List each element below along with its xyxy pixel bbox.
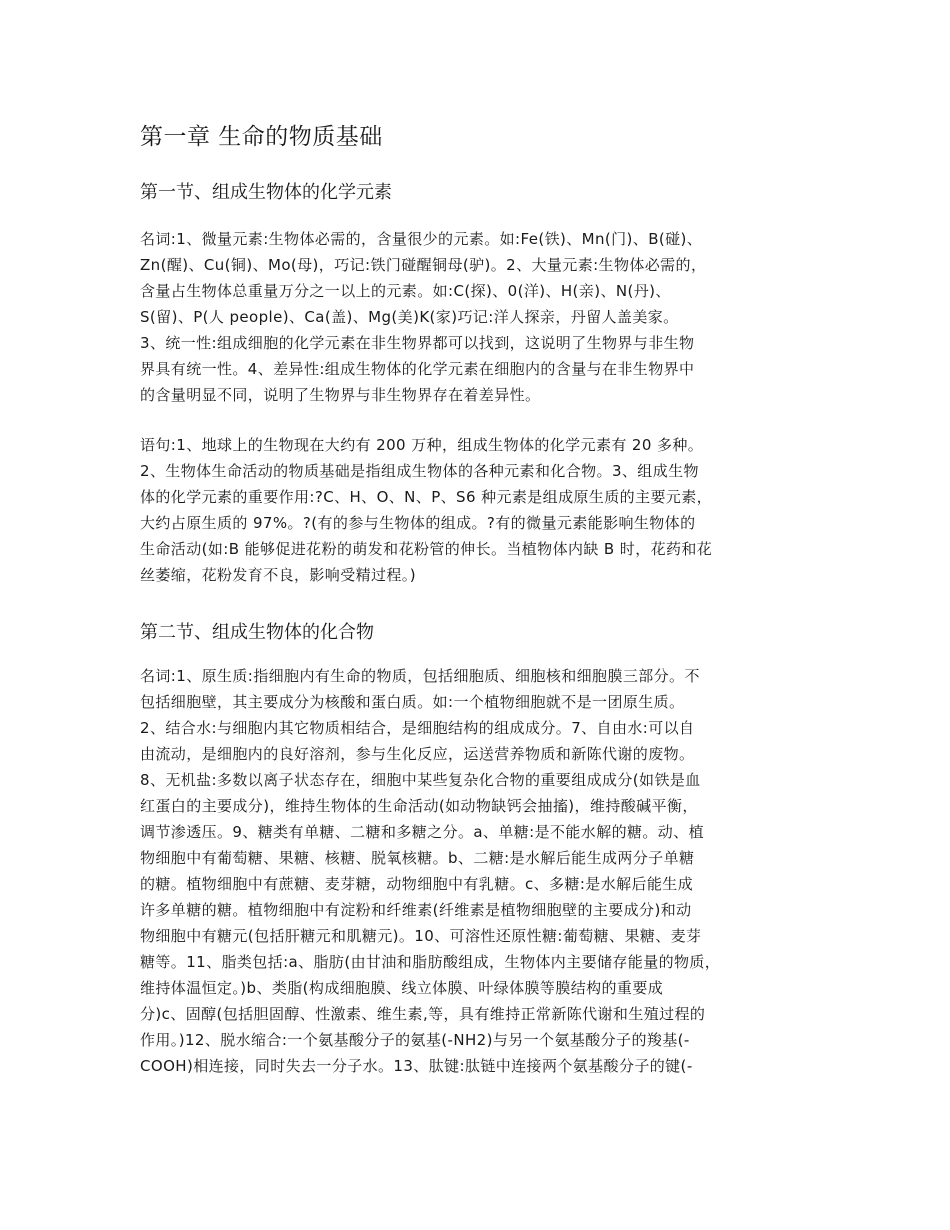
text-line: 的含量明显不同，说明了生物界与非生物界存在着差异性。 bbox=[140, 386, 541, 404]
text-line: 2、生物体生命活动的物质基础是指组成生物体的各种元素和化合物。3、组成生物 bbox=[140, 462, 699, 480]
text-line: 物细胞中有糖元(包括肝糖元和肌糖元)。10、可溶性还原性糖:葡萄糖、果糖、麦芽 bbox=[140, 927, 702, 945]
text-line: Zn(醒)、Cu(铜)、Mo(母)，巧记:铁门碰醒铜母(驴)。2、大量元素:生物体必需的， bbox=[140, 256, 707, 274]
text-line: 许多单糖的糖。植物细胞中有淀粉和纤维素(纤维素是植物细胞壁的主要成分)和动 bbox=[140, 901, 692, 919]
text-line: 由流动，是细胞内的良好溶剂，参与生化反应，运送营养物质和新陈代谢的废物。 bbox=[140, 745, 695, 763]
section-1-terms-paragraph bbox=[140, 226, 706, 408]
section-2-terms-paragraph bbox=[140, 663, 720, 1079]
text-line: 2、结合水:与细胞内其它物质相结合，是细胞结构的组成成分。7、自由水:可以自 bbox=[140, 719, 695, 737]
text-line: 包括细胞壁，其主要成分为核酸和蛋白质。如:一个植物细胞就不是一团原生质。 bbox=[140, 693, 685, 711]
text-line: 糖等。11、脂类包括:a、脂肪(由甘油和脂肪酸组成，生物体内主要储存能量的物质， bbox=[140, 953, 721, 971]
text-line: S(留)、P(人 people)、Ca(盖)、Mg(美)K(家)巧记:洋人探亲，丹留人盖美家。 bbox=[140, 308, 679, 326]
text-line: COOH)相连接，同时失去一分子水。13、肽键:肽链中连接两个氨基酸分子的键(- bbox=[140, 1057, 693, 1075]
section-1-sentences-paragraph bbox=[140, 432, 712, 588]
text-line: 调节渗透压。9、糖类有单糖、二糖和多糖之分。a、单糖:是不能水解的糖。动、植 bbox=[140, 823, 704, 841]
text-line: 物细胞中有葡萄糖、果糖、核糖、脱氧核糖。b、二糖:是水解后能生成两分子单糖 bbox=[140, 849, 695, 867]
text-line: 大约占原生质的 97%。?(有的参与生物体的组成。?有的微量元素能影响生物体的 bbox=[140, 514, 696, 532]
text-line: 含量占生物体总重量万分之一以上的元素。如:C(探)、0(洋)、H(亲)、N(丹)、 bbox=[140, 282, 671, 300]
text-line: 名词:1、微量元素:生物体必需的，含量很少的元素。如:Fe(铁)、Mn(门)、B(碰)、 bbox=[140, 230, 703, 248]
text-line: 红蛋白的主要成分)，维持生物体的生命活动(如动物缺钙会抽搐)，维持酸碱平衡， bbox=[140, 797, 698, 815]
text-line: 丝萎缩，花粉发育不良，影响受精过程。) bbox=[140, 566, 416, 584]
text-line: 8、无机盐:多数以离子状态存在，细胞中某些复杂化合物的重要组成成分(如铁是血 bbox=[140, 771, 701, 789]
text-line: 名词:1、原生质:指细胞内有生命的物质，包括细胞质、细胞核和细胞膜三部分。不 bbox=[140, 667, 700, 685]
text-line: 的糖。植物细胞中有蔗糖、麦芽糖，动物细胞中有乳糖。c、多糖:是水解后能生成 bbox=[140, 875, 694, 893]
text-line: 维持体温恒定。)b、类脂(构成细胞膜、线立体膜、叶绿体膜等膜结构的重要成 bbox=[140, 979, 664, 997]
section-1-heading: 第一节、组成生物体的化学元素 bbox=[140, 182, 392, 203]
text-line: 分)c、固醇(包括胆固醇、性激素、维生素,等，具有维持正常新陈代谢和生殖过程的 bbox=[140, 1005, 706, 1023]
text-line: 语句:1、地球上的生物现在大约有 200 万种，组成生物体的化学元素有 20 多种。 bbox=[140, 436, 704, 454]
text-line: 界具有统一性。4、差异性:组成生物体的化学元素在细胞内的含量与在非生物界中 bbox=[140, 360, 695, 378]
text-line: 作用。)12、脱水缩合:一个氨基酸分子的氨基(-NH2)与另一个氨基酸分子的羧基(- bbox=[140, 1031, 690, 1049]
text-line: 生命活动(如:B 能够促进花粉的萌发和花粉管的伸长。当植物体内缺 B 时，花药和花 bbox=[140, 540, 713, 558]
chapter-title: 第一章 生命的物质基础 bbox=[140, 124, 383, 150]
section-2-heading: 第二节、组成生物体的化合物 bbox=[140, 622, 374, 643]
text-line: 体的化学元素的重要作用:?C、H、O、N、P、S6 种元素是组成原生质的主要元素， bbox=[140, 488, 713, 506]
text-line: 3、统一性:组成细胞的化学元素在非生物界都可以找到，这说明了生物界与非生物 bbox=[140, 334, 695, 352]
